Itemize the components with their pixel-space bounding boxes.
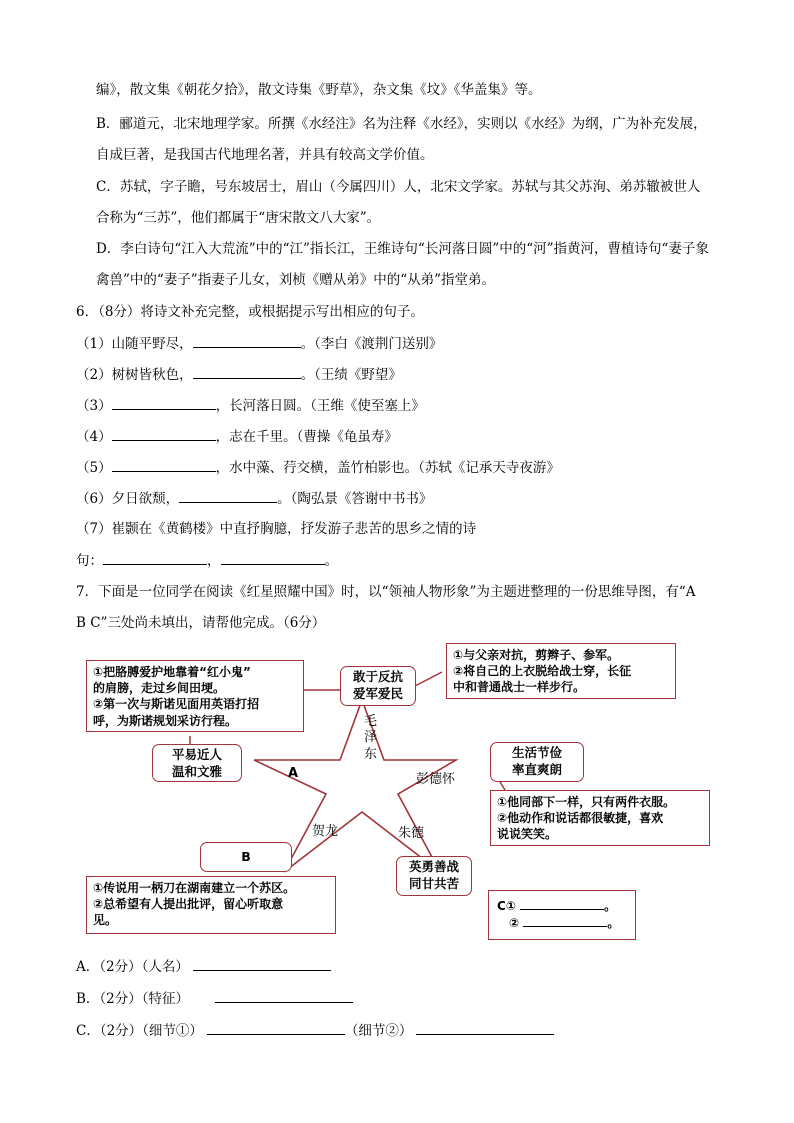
- answer-blank-c1[interactable]: [520, 897, 604, 910]
- option-b-line1: B．郦道元，北宋地理学家。所撰《水经注》名为注释《水经》，实则以《水经》为纲，广为补充发展，: [96, 116, 707, 132]
- answer-blank-c-detail2[interactable]: [416, 1022, 554, 1035]
- connector-line: [415, 672, 442, 686]
- trait-callout-top: 敢于反抗 爱军爱民: [340, 666, 416, 706]
- option-c-line2: 合称为“三苏”，他们都属于“唐宋散文八大家”。: [96, 210, 381, 226]
- trait-callout-bottom: 英勇善战 同甘共苦: [396, 856, 472, 896]
- label-peng-dehuai: 彭德怀: [416, 772, 456, 787]
- q6-item-7: （7）崔颢在《黄鹤楼》中直抒胸臆，抒发游子悲苦的思乡之情的诗: [76, 521, 477, 537]
- detail-box-peng-dehuai: ①与父亲对抗，剪辫子、参军。 ②将自己的上衣脱给战士穿，长征 中和普通战士一样步行。: [446, 643, 676, 699]
- answer-b: B．（2分）（特征）: [76, 990, 353, 1007]
- q6-item-7-answer: 句： ， 。: [76, 553, 338, 569]
- label-zhu-de: 朱德: [398, 826, 425, 841]
- q6-item-3: （3） ，长河落日圆。（王维《使至塞上》: [76, 398, 425, 414]
- trait-callout-right: 生活节俭 率直爽朗: [490, 742, 584, 782]
- q6-item-1: （1）山随平野尽， 。（李白《渡荆门送别》: [76, 336, 443, 352]
- question-7-title-line2: B C”三处尚未填出，请帮他完成。（6分）: [76, 615, 326, 631]
- answer-blank-c-detail1[interactable]: [207, 1022, 345, 1035]
- answer-c: C．（2分）（细节①） （细节②）: [76, 1022, 554, 1039]
- option-b-line2: 自成巨著，是我国古代地理名著，并具有较高文学价值。: [96, 147, 434, 163]
- detail-box-mao-zedong: ①把胳膊爱护地靠着“红小鬼” 的肩膀，走过乡间田埂。 ②第一次与斯诺见面用英语打招 呼，为斯诺规划采访行程。: [86, 660, 304, 732]
- q6-item-4: （4） ，志在千里。（曹操《龟虽寿》: [76, 429, 398, 445]
- q6-item-2: （2）树树皆秋色， 。（王绩《野望》: [76, 367, 402, 383]
- label-he-long: 贺龙: [312, 824, 339, 839]
- label-a: A: [288, 766, 299, 781]
- question-7-title-line1: 7．下面是一位同学在阅读《红星照耀中国》时，以“领袖人物形象”为主题进整理的一份思维导图，有“A: [76, 584, 696, 600]
- q6-item-6: （6）夕日欲颓， 。（陶弘景《答谢中书书》: [76, 491, 433, 507]
- question-6-title: 6．（8分）将诗文补充完整，或根据提示写出相应的句子。: [76, 304, 424, 320]
- answer-blank-b[interactable]: [215, 990, 353, 1003]
- answer-a: A．（2分）（人名）: [76, 958, 331, 975]
- detail-box-zhu-de: ①他同部下一样，只有两件衣服。 ②他动作和说话都很敏捷，喜欢 说说笑笑。: [490, 790, 710, 846]
- option-d-line1: D．李白诗句“江入大荒流”中的“江”指长江，王维诗句“长河落日圆”中的“河”指黄河，曹植诗句“妻子象: [96, 241, 709, 257]
- option-d-line2: 禽兽”中的“妻子”指妻子儿女，刘桢《赠从弟》中的“从弟”指堂弟。: [96, 272, 496, 288]
- connector-line: [500, 782, 505, 790]
- trait-callout-b: B: [200, 842, 292, 872]
- answer-blank-a[interactable]: [193, 958, 331, 971]
- detail-box-he-long: ①传说用一柄刀在湖南建立一个苏区。 ②总希望有人提出批评，留心听取意 见。: [86, 876, 336, 934]
- trait-callout-left: 平易近人 温和文雅: [152, 744, 242, 782]
- label-mao-zedong: 毛 泽 东: [364, 714, 378, 762]
- answer-blank-c2[interactable]: [523, 914, 607, 927]
- option-c-line1: C．苏轼，字子瞻，号东坡居士，眉山（今属四川）人，北宋文学家。苏轼与其父苏洵、弟苏辙被世人: [96, 179, 701, 195]
- q6-item-5: （5） ，水中藻、荇交横，盖竹柏影也。（苏轼《记承天寺夜游》: [76, 460, 560, 476]
- text-line: 编》，散文集《朝花夕拾》，散文诗集《野草》，杂文集《坟》《华盖集》等。: [96, 82, 542, 98]
- detail-box-c: C① 。 ② 。: [488, 890, 636, 940]
